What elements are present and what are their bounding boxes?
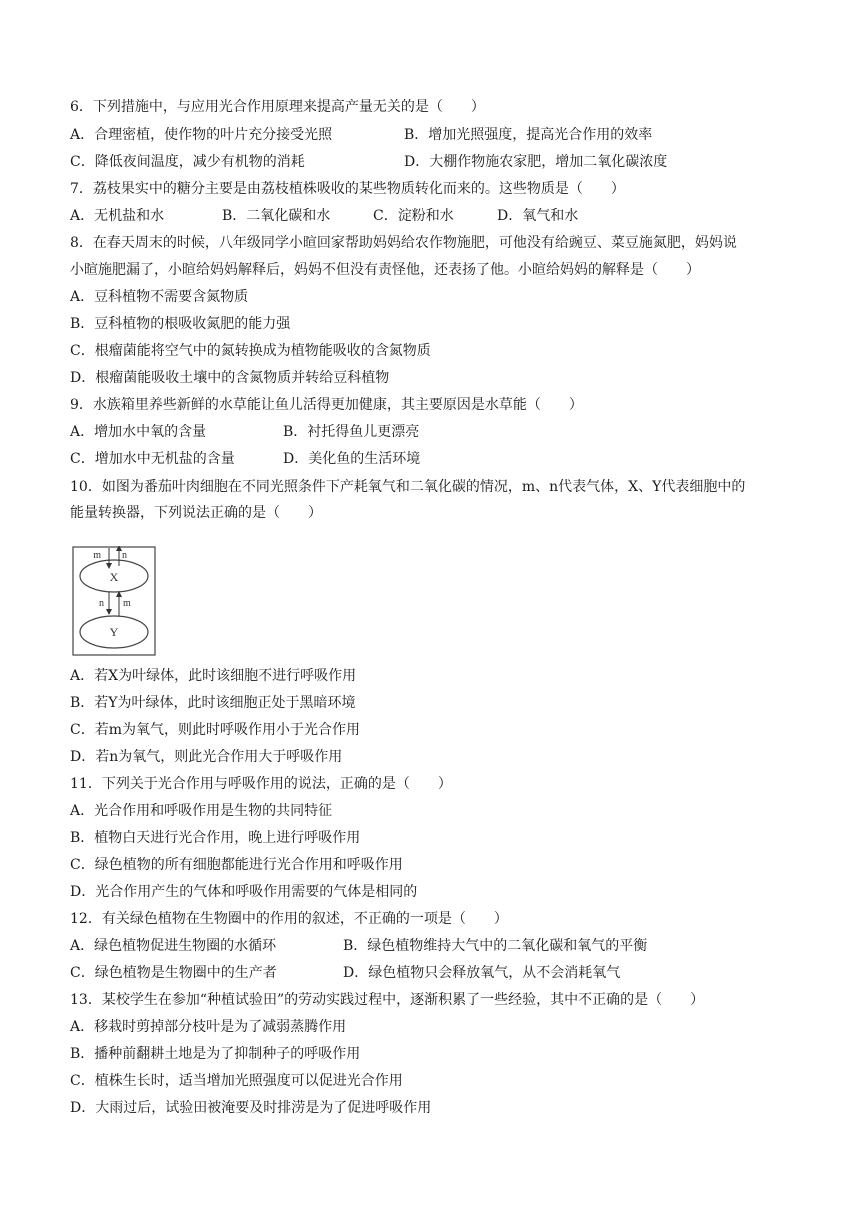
label-y: Y <box>109 625 119 639</box>
q6-option-a: A．合理密植，使作物的叶片充分接受光照 <box>70 127 333 143</box>
q8-option-a: A．豆科植物不需要含氮物质 <box>70 289 249 305</box>
q12-option-b: B．绿色植物维持大气中的二氧化碳和氧气的平衡 <box>343 938 648 954</box>
q12-stem: 12．有关绿色植物在生物圈中的作用的叙述，不正确的一项是（ ） <box>70 911 508 927</box>
q9-option-d: D．美化鱼的生活环境 <box>283 451 421 467</box>
q6-option-d: D．大棚作物施农家肥，增加二氧化碳浓度 <box>404 154 668 170</box>
q9-option-c: C．增加水中无机盐的含量 <box>70 451 235 467</box>
q9-option-b: B．衬托得鱼儿更漂亮 <box>283 424 420 440</box>
label-mid-n: n <box>99 598 104 609</box>
q11-option-b: B．植物白天进行光合作用，晚上进行呼吸作用 <box>70 830 361 846</box>
q8-option-d: D．根瘤菌能吸收土壤中的含氮物质并转给豆科植物 <box>70 370 390 386</box>
q12-option-a: A．绿色植物促进生物圈的水循环 <box>70 938 277 954</box>
cell-organelle-figure <box>72 546 156 656</box>
q7-option-a: A．无机盐和水 <box>70 208 165 224</box>
q6-stem: 6．下列措施中，与应用光合作用原理来提高产量无关的是（ ） <box>70 99 485 115</box>
q9-option-a: A．增加水中氧的含量 <box>70 424 207 440</box>
q10-option-a: A．若X为叶绿体，此时该细胞不进行呼吸作用 <box>70 668 357 684</box>
q13-option-c: C．植株生长时，适当增加光照强度可以促进光合作用 <box>70 1073 403 1089</box>
q13-option-b: B．播种前翻耕土地是为了抑制种子的呼吸作用 <box>70 1046 361 1062</box>
q10-stem-line1: 10．如图为番茄叶肉细胞在不同光照条件下产耗氧气和二氧化碳的情况，m、n代表气体，X、Y代表细胞中的 <box>70 479 746 495</box>
q11-option-c: C．绿色植物的所有细胞都能进行光合作用和呼吸作用 <box>70 857 403 873</box>
q10-option-d: D．若n为氧气，则此光合作用大于呼吸作用 <box>70 749 343 765</box>
q6-option-c: C．降低夜间温度，减少有机物的消耗 <box>70 154 305 170</box>
q11-option-a: A．光合作用和呼吸作用是生物的共同特征 <box>70 803 333 819</box>
label-x: X <box>109 570 119 584</box>
label-top-m: m <box>93 550 101 561</box>
q7-option-d: D．氧气和水 <box>497 208 579 224</box>
q8-option-c: C．根瘤菌能将空气中的氮转换成为植物能吸收的含氮物质 <box>70 343 431 359</box>
q10-stem-line2: 能量转换器，下列说法正确的是（ ） <box>70 505 322 521</box>
q10-option-b: B．若Y为叶绿体，此时该细胞正处于黑暗环境 <box>70 695 356 711</box>
q11-stem: 11．下列关于光合作用与呼吸作用的说法，正确的是（ ） <box>70 776 452 792</box>
q6-option-b: B．增加光照强度，提高光合作用的效率 <box>404 127 653 143</box>
q10-option-c: C．若m为氧气，则此时呼吸作用小于光合作用 <box>70 722 360 738</box>
q12-option-d: D．绿色植物只会释放氧气，从不会消耗氧气 <box>343 965 621 981</box>
q7-option-c: C．淀粉和水 <box>373 208 454 224</box>
q7-option-b: B．二氧化碳和水 <box>222 208 331 224</box>
q12-option-c: C．绿色植物是生物圈中的生产者 <box>70 965 277 981</box>
q9-stem: 9．水族箱里养些新鲜的水草能让鱼儿活得更加健康，其主要原因是水草能（ ） <box>70 397 583 413</box>
q11-option-d: D．光合作用产生的气体和呼吸作用需要的气体是相同的 <box>70 884 418 900</box>
q13-option-d: D．大雨过后，试验田被淹要及时排涝是为了促进呼吸作用 <box>70 1100 432 1116</box>
q8-stem-line1: 8．在春天周末的时候，八年级同学小暄回家帮助妈妈给农作物施肥，可他没有给豌豆、菜豆施氮肥，妈妈说 <box>70 235 737 251</box>
q7-stem: 7．荔枝果实中的糖分主要是由荔枝植株吸收的某些物质转化而来的。这些物质是（ ） <box>70 181 625 197</box>
q13-option-a: A．移栽时剪掉部分枝叶是为了减弱蒸腾作用 <box>70 1019 347 1035</box>
q8-stem-line2: 小暄施肥漏了，小暄给妈妈解释后，妈妈不但没有责怪他，还表扬了他。小暄给妈妈的解释是（ ） <box>70 262 700 278</box>
label-mid-m: m <box>123 598 131 609</box>
q13-stem: 13．某校学生在参加“种植试验田”的劳动实践过程中，逐渐积累了一些经验，其中不正确的是（ ） <box>70 992 705 1008</box>
label-top-n: n <box>122 550 127 561</box>
q8-option-b: B．豆科植物的根吸收氮肥的能力强 <box>70 316 291 332</box>
